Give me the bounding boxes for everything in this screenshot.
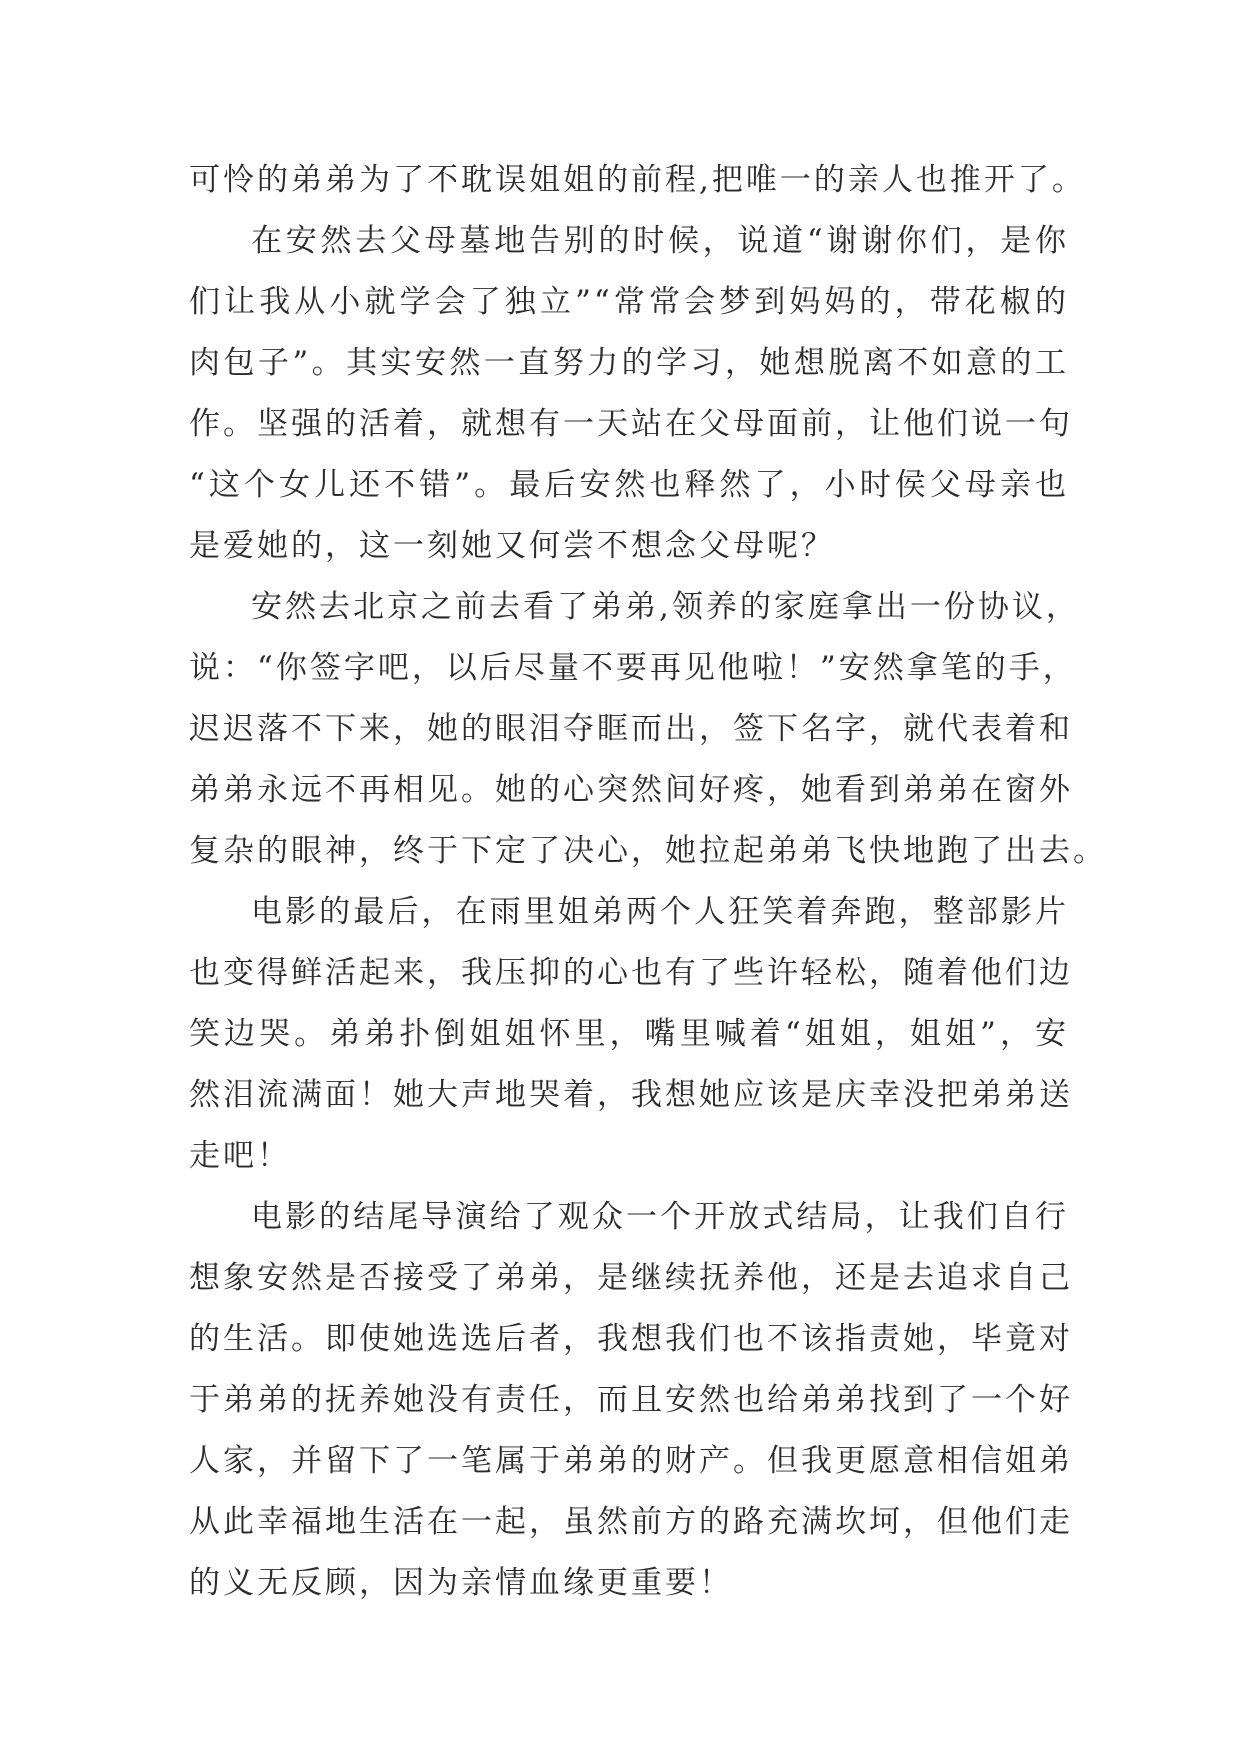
text-line: 人家，并留下了一笔属于弟弟的财产。但我更愿意相信姐弟 bbox=[189, 1443, 1073, 1479]
paragraph-first-line: 在安然去父母墓地告别的时候，说道“谢谢你们，是你 bbox=[251, 223, 1069, 259]
text-line: 于弟弟的抚养她没有责任，而且安然也给弟弟找到了一个好 bbox=[189, 1382, 1073, 1418]
text-line: 作。坚强的活着，就想有一天站在父母面前，让他们说一句 bbox=[189, 406, 1073, 442]
paragraph-last-line: 是爱她的，这一刻她又何尝不想念父母呢？ bbox=[189, 528, 835, 564]
paragraph-first-line: 电影的结尾导演给了观众一个开放式结局，让我们自行 bbox=[251, 1199, 1069, 1235]
text-line: 说：“你签字吧，以后尽量不要再见他啦！”安然拿笔的手， bbox=[189, 650, 1077, 686]
document-body bbox=[189, 150, 1107, 1614]
paragraph-first-line: 电影的最后，在雨里姐弟两个人狂笑着奔跑，整部影片 bbox=[251, 894, 1069, 930]
text-line: 可怜的弟弟为了不耽误姐姐的前程,把唯一的亲人也推开了。 bbox=[189, 162, 1086, 198]
text-line: 的生活。即使她选选后者，我想我们也不该指责她，毕竟对 bbox=[189, 1321, 1073, 1357]
text-line: 复杂的眼神，终于下定了决心，她拉起弟弟飞快地跑了出去。 bbox=[189, 833, 1107, 869]
text-line: 也变得鲜活起来，我压抑的心也有了些许轻松，随着他们边 bbox=[189, 955, 1073, 991]
text-line: 笑边哭。弟弟扑倒姐姐怀里，嘴里喊着“姐姐，姐姐”，安 bbox=[189, 1016, 1069, 1052]
text-line: “这个女儿还不错”。最后安然也释然了，小时侯父母亲也 bbox=[189, 467, 1069, 503]
text-line: 想象安然是否接受了弟弟，是继续抚养他，还是去追求自己 bbox=[189, 1260, 1073, 1296]
paragraph-last-line: 的义无反顾，因为亲情血缘更重要！ bbox=[189, 1565, 733, 1601]
text-line: 肉包子”。其实安然一直努力的学习，她想脱离不如意的工 bbox=[189, 345, 1069, 381]
text-line: 弟弟永远不再相见。她的心突然间好疼，她看到弟弟在窗外 bbox=[189, 772, 1073, 808]
paragraph-first-line: 安然去北京之前去看了弟弟,领养的家庭拿出一份协议， bbox=[251, 589, 1080, 625]
text-line: 从此幸福地生活在一起，虽然前方的路充满坎坷，但他们走 bbox=[189, 1504, 1073, 1540]
paragraph-last-line: 走吧！ bbox=[189, 1138, 291, 1174]
text-line: 迟迟落不下来，她的眼泪夺眶而出，签下名字，就代表着和 bbox=[189, 711, 1073, 747]
text-line: 们让我从小就学会了独立”“常常会梦到妈妈的，带花椒的 bbox=[189, 284, 1069, 320]
text-line: 然泪流满面！她大声地哭着，我想她应该是庆幸没把弟弟送 bbox=[189, 1077, 1073, 1113]
